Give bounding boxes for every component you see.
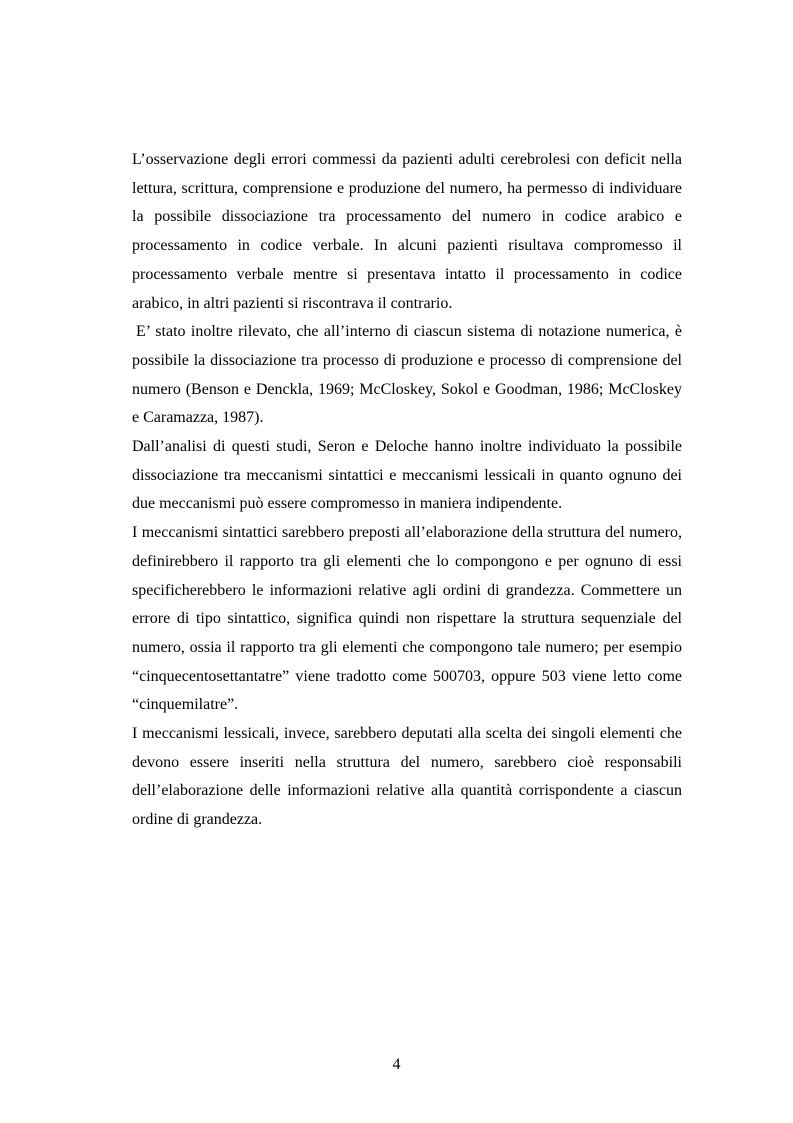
paragraph-syntactic-mechanisms: I meccanismi sintattici sarebbero preposti all’elaborazione della struttura del numero, definirebbero il rapporto tra gli elementi che lo compongono e per ognuno di essi specificherebbero le informazioni relative agli ordini di grandezza. Commettere un errore di tipo sintattico, significa quindi non rispettare la struttura sequenziale del numero, ossia il rapporto tra gli elementi che compongono tale numero; per esempio “cinquecentosettantatre” viene tradotto come 500703, oppure 503 viene letto come “cinquemilatre”.: [132, 524, 682, 714]
paragraph-dissociation-codes: L’osservazione degli errori commessi da pazienti adulti cerebrolesi con deficit nella lettura, scrittura, comprensione e produzione del numero, ha permesso di individuare la possibile dissociazione tra processamento del numero in codice arabico e processamento in codice verbale. In alcuni pazienti risultava compromesso il processamento verbale mentre si presentava intatto il processamento in codice arabico, in altri pazienti si riscontrava il contrario.: [132, 151, 682, 312]
paragraph-seron-deloche: Dall’analisi di questi studi, Seron e Deloche hanno inoltre individuato la possibile dissociazione tra meccanismi sintattici e meccanismi lessicali in quanto ognuno dei due meccanismi può essere compromesso in maniera indipendente.: [132, 438, 682, 513]
page-number: 4: [392, 1056, 401, 1073]
paragraph-notation-systems: E’ stato inoltre rilevato, che all’interno di ciascun sistema di notazione numerica, è possibile la dissociazione tra processo di produzione e processo di comprensione del numero (Benson e Denckla, 1969; McCloskey, Sokol e Goodman, 1986; McCloskey e Caramazza, 1987).: [132, 323, 682, 427]
body-text: [132, 146, 682, 835]
paragraph-lexical-mechanisms: I meccanismi lessicali, invece, sarebbero deputati alla scelta dei singoli elementi che devono essere inseriti nella struttura del numero, sarebbero cioè responsabili dell’elaborazione delle informazioni relative alla quantità corrispondente a ciascun ordine di grandezza.: [132, 725, 682, 829]
